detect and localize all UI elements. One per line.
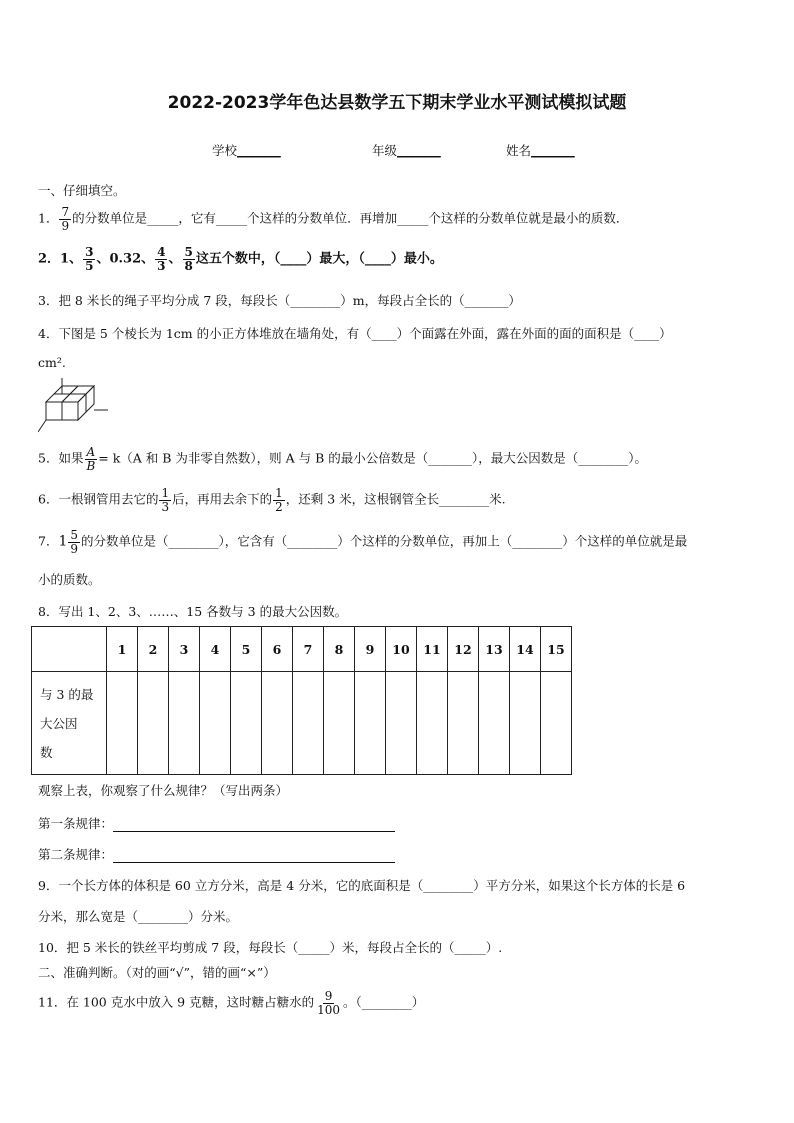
- table-cell: 6: [262, 627, 293, 672]
- question-8: 8．写出 1、2、3、……、15 各数与 3 的最大公因数。: [38, 604, 348, 619]
- table-cell: 2: [138, 627, 169, 672]
- rule-2: 第二条规律：: [38, 845, 395, 863]
- rule-1: 第一条规律：: [38, 814, 395, 832]
- section-2-heading: 二、准确判断。（对的画“√”，错的画“×”）: [38, 965, 276, 980]
- cube-stack-figure: [38, 378, 110, 434]
- table-answer-row: [32, 672, 572, 775]
- question-1: 1． $\frac{7}{9}$ 的分数单位是_____，它有_____个这样的分数单位．再增加_____个这样的分数单位就是最小的质数．: [38, 205, 629, 233]
- gcd-table: [31, 626, 572, 775]
- page-title: 2022-2023学年色达县数学五下期末学业水平测试模拟试题: [167, 93, 627, 113]
- section-1-heading: 一、仔细填空。: [38, 183, 126, 198]
- question-6: 6．一根钢管用去它的 $\frac{1}{3}$ 后，再用去余下的 $\frac{1}{2}$ ，还剩 3 米，这根钢管全长________米.: [38, 486, 506, 514]
- table-cell: 15: [541, 627, 572, 672]
- table-cell: 11: [417, 627, 448, 672]
- answer-cell[interactable]: [541, 672, 572, 775]
- rule-2-answer-line[interactable]: [113, 848, 395, 863]
- name-field: 姓名_______: [506, 143, 575, 158]
- rule-1-answer-line[interactable]: [113, 817, 395, 832]
- table-cell: 8: [324, 627, 355, 672]
- question-4: 4．下图是 5 个棱长为 1cm 的小正方体堆放在墙角处，有（____）个面露在外面，露在外面的面的面积是（____）: [38, 326, 672, 341]
- answer-cell[interactable]: [262, 672, 293, 775]
- question-4-unit: cm².: [38, 355, 66, 370]
- answer-cell[interactable]: [107, 672, 138, 775]
- answer-cell[interactable]: [169, 672, 200, 775]
- answer-cell[interactable]: [231, 672, 262, 775]
- answer-cell[interactable]: [324, 672, 355, 775]
- table-cell: 13: [479, 627, 510, 672]
- answer-cell[interactable]: [417, 672, 448, 775]
- answer-cell[interactable]: [138, 672, 169, 775]
- observe-prompt: 观察上表，你观察了什么规律？（写出两条）: [38, 783, 289, 798]
- question-2: 2．1、 $\frac{3}{5}$ 、0.32、 $\frac{4}{3}$ 、 $\frac{5}{8}$ 这五个数中，（____）最大，（____）最小。: [38, 245, 443, 273]
- fraction: $\frac{7}{9}$: [61, 205, 70, 233]
- question-7-cont: 小的质数。: [38, 572, 101, 587]
- table-cell: 12: [448, 627, 479, 672]
- table-header-row: [32, 627, 572, 672]
- row-label: 与 3 的最 大公因 数: [32, 672, 107, 775]
- grade-field: 年级_______: [372, 143, 441, 158]
- question-10: 10．把 5 米长的铁丝平均剪成 7 段，每段长（_____）米，每段占全长的（_____）.: [38, 940, 503, 955]
- question-3: 3．把 8 米长的绳子平均分成 7 段，每段长（________）m，每段占全长的（_______）: [38, 293, 521, 308]
- question-11: 11．在 100 克水中放入 9 克糖，这时糖占糖水的 $\frac{9}{100}$ 。（________）: [38, 989, 425, 1017]
- table-cell: 14: [510, 627, 541, 672]
- question-7: 7．1 $\frac{5}{9}$ 的分数单位是（________），它含有（________）个这样的分数单位，再加上（________）个这样的单位就是最: [38, 528, 688, 556]
- question-9: 9．一个长方体的体积是 60 立方分米，高是 4 分米，它的底面积是（________）平方分米，如果这个长方体的长是 6: [38, 878, 686, 893]
- question-9-cont: 分米，那么宽是（________）分米。: [38, 909, 239, 924]
- answer-cell[interactable]: [200, 672, 231, 775]
- answer-cell[interactable]: [355, 672, 386, 775]
- table-cell: 9: [355, 627, 386, 672]
- table-cell: 7: [293, 627, 324, 672]
- answer-cell[interactable]: [510, 672, 541, 775]
- question-5: 5．如果 $\frac{A}{B}$ = k（A 和 B 为非零自然数），则 A 与 B 的最小公倍数是（_______），最大公因数是（________）。: [38, 445, 648, 473]
- answer-cell[interactable]: [293, 672, 324, 775]
- table-cell: 4: [200, 627, 231, 672]
- answer-cell[interactable]: [386, 672, 417, 775]
- table-cell: 1: [107, 627, 138, 672]
- school-field: 学校_______: [212, 143, 281, 158]
- answer-cell[interactable]: [479, 672, 510, 775]
- table-cell: 10: [386, 627, 417, 672]
- answer-cell[interactable]: [448, 672, 479, 775]
- table-cell: 5: [231, 627, 262, 672]
- table-cell: 3: [169, 627, 200, 672]
